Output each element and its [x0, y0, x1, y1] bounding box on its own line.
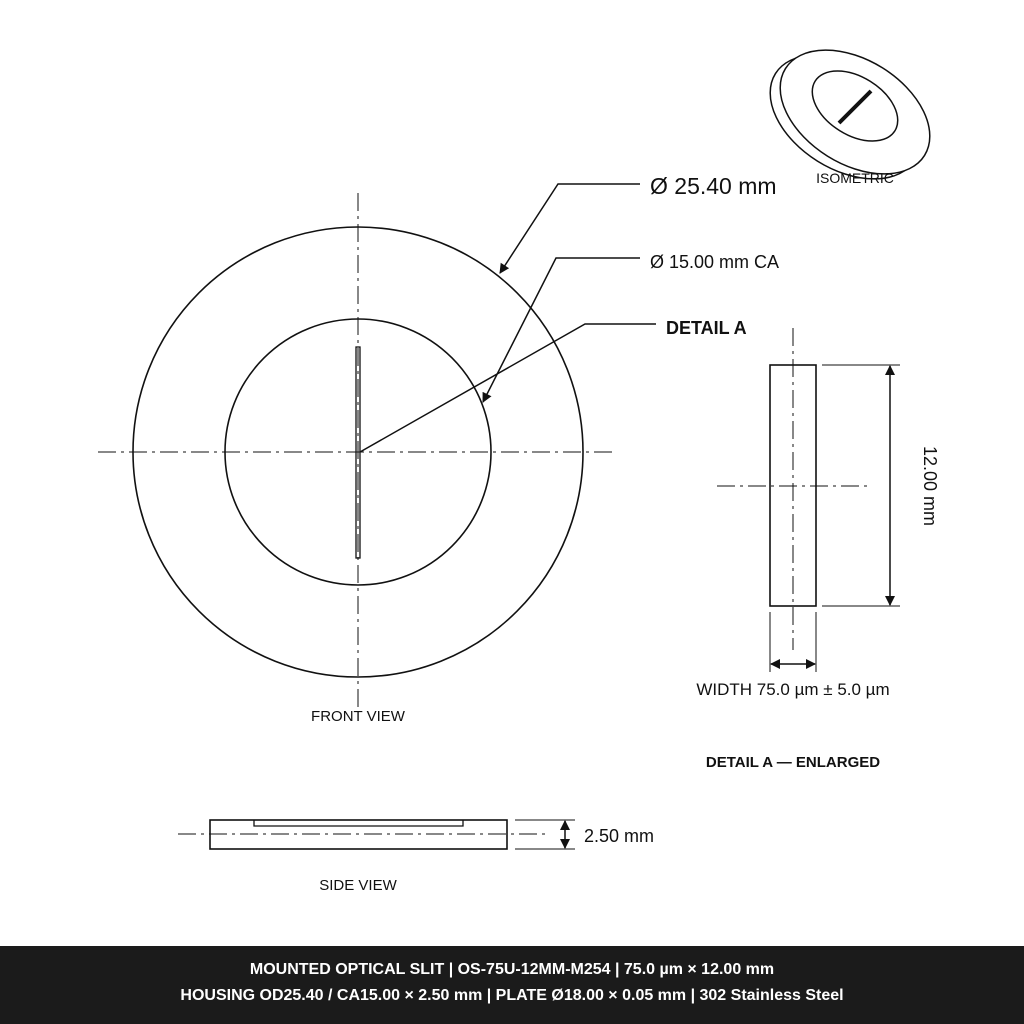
leader-detail-a — [360, 324, 656, 452]
title-block — [0, 946, 1024, 1024]
detail-a-callout: DETAIL A — [666, 318, 747, 338]
detail-a-view — [717, 328, 900, 672]
outer-diameter-label: Ø 25.40 mm — [650, 173, 777, 199]
leader-lines — [360, 184, 656, 452]
title-line-2: HOUSING OD25.40 / CA15.00 × 2.50 mm | PLATE Ø18.00 × 0.05 mm | 302 Stainless Steel — [180, 987, 844, 1004]
detail-a-title: DETAIL A — ENLARGED — [705, 754, 881, 771]
isometric-label: ISOMETRIC — [816, 170, 894, 186]
title-line-1: MOUNTED OPTICAL SLIT | OS-75U-12MM-M254 | 75.0 µm × 12.00 mm — [249, 961, 775, 978]
thickness-dimension-label: 2.50 mm — [584, 826, 655, 846]
side-plate-recess — [254, 820, 463, 826]
side-view-label: SIDE VIEW — [319, 877, 397, 894]
front-view — [98, 193, 612, 712]
width-dimension-label: WIDTH 75.0 µm ± 5.0 µm — [696, 680, 890, 699]
side-view — [178, 820, 575, 849]
leader-outer-diameter — [500, 184, 640, 273]
leader-clear-aperture — [483, 258, 640, 402]
length-dimension-label: 12.00 mm — [920, 445, 940, 527]
front-view-label: FRONT VIEW — [311, 708, 405, 725]
clear-aperture-label: Ø 15.00 mm CA — [650, 252, 780, 272]
